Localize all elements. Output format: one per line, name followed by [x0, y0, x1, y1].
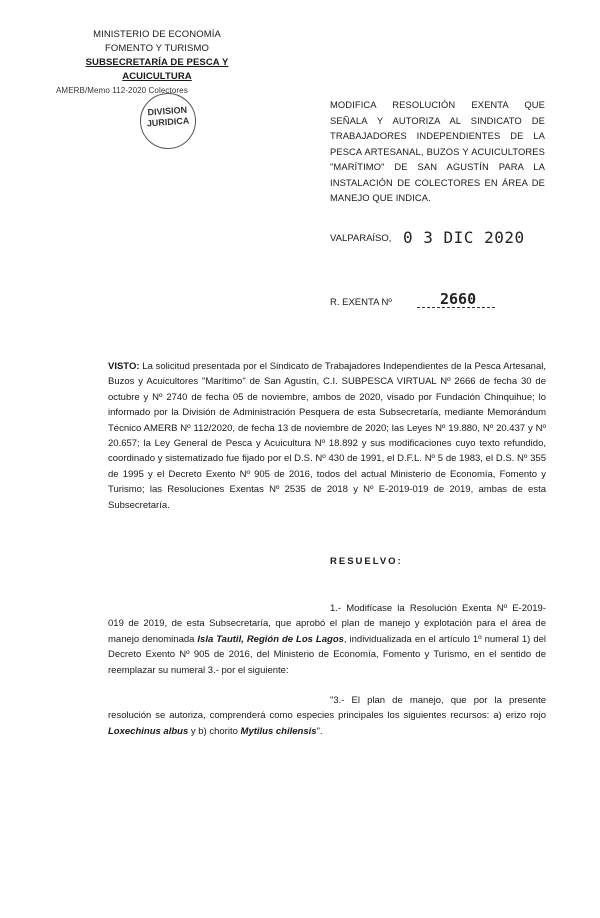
- article-1-text-c: , individualizada en el artículo 1º numeral 1) del Decreto Exento Nº 905 de 2016, del Ministerio de Economía, Fomento y Turismo, en el sentido de reemplazar su numeral 3.- por el siguiente:: [108, 633, 546, 676]
- stamp-line-1: DIVISION: [147, 104, 188, 118]
- place-label: VALPARAÍSO,: [330, 233, 392, 244]
- numeral-3-paragraph: [108, 693, 546, 739]
- resolution-subject: MODIFICA RESOLUCIÓN EXENTA QUE SEÑALA Y AUTORIZA AL SINDICATO DE TRABAJADORES INDEPENDIENTES DE LA PESCA ARTESANAL, BUZOS Y ACUICULTORES "MARÍTIMO" DE SAN AGUSTÍN PARA LA INSTALACIÓN DE COLECTORES EN ÁREA DE MANEJO QUE INDICA.: [330, 99, 545, 203]
- ministry-subtitle: FOMENTO Y TURISMO: [105, 43, 209, 54]
- letterhead: [52, 28, 262, 98]
- article-1-text-a: 1.- Modifícase la Resolución Exenta Nº E-2019-019 de 2019, de esta Subsecretaría, que aprobó el plan de manejo y explotación para el área de manejo denominada: [108, 603, 546, 645]
- stamp-line-2: JURIDICA: [146, 115, 190, 129]
- date-stamp: 0 3 DIC 2020: [403, 228, 525, 247]
- exenta-number: 2660: [440, 290, 477, 308]
- numeral-3-text-c: y b) chorito: [188, 725, 241, 737]
- visto-text: La solicitud presentada por el Sindicato de Trabajadores Independientes de la Pesca Artesanal, Buzos y Acuicultores "Marítimo" de San Agustín, C.I. SUBPESCA VIRTUAL Nº 2666 de fecha 30 de octubre y Nº 2740 de fecha 05 de noviembre, ambos de 2020, visado por Fundación Chinquihue; lo informado por la División de Administración Pesquera de esta Subsecretaría, mediante Memorándum Técnico AMERB Nº 112/2020, de fecha 13 de noviembre de 2020; las Leyes Nº 19.880, Nº 20.437 y Nº 20.657; la Ley General de Pesca y Acuicultura Nº 18.892 y sus modificaciones cuyo texto refundido, coordinado y sistematizado fue fijado por el D.S. Nº 430 de 1991, el D.F.L. Nº 5 de 1983, el D.S. Nº 355 de 1995 y el Decreto Exento Nº 905 de 2016, todos del actual Ministerio de Economía, Fomento y Turismo; las Resoluciones Exentas Nº 2535 de 2018 y Nº E-2019-019 de 2019, ambas de esta Subsecretaría.: [108, 361, 546, 511]
- article-1-paragraph: [108, 601, 546, 678]
- numeral-3-text-e: ".: [316, 725, 323, 737]
- subsecretaria-name: SUBSECRETARÍA DE PESCA Y ACUICULTURA: [85, 57, 229, 82]
- species-loxechinus: Loxechinus albus: [108, 725, 189, 737]
- ministry-name: MINISTERIO DE ECONOMÍA: [93, 29, 221, 40]
- species-mytilus: Mytilus chilensis: [240, 725, 317, 737]
- resuelvo-heading: RESUELVO:: [330, 556, 403, 567]
- document-reference: AMERB/Memo 112-2020 Colectores: [56, 86, 188, 95]
- visto-paragraph: [108, 359, 546, 513]
- division-juridica-stamp: [138, 91, 198, 151]
- numeral-3-text-a: "3.- El plan de manejo, que por la presente resolución se autoriza, comprenderá como especies principales los siguientes recursos: a) erizo rojo: [108, 695, 546, 722]
- exenta-label: R. EXENTA Nº: [330, 297, 392, 308]
- area-name: Isla Tautil, Región de Los Lagos: [197, 633, 344, 645]
- visto-label: VISTO:: [108, 361, 140, 372]
